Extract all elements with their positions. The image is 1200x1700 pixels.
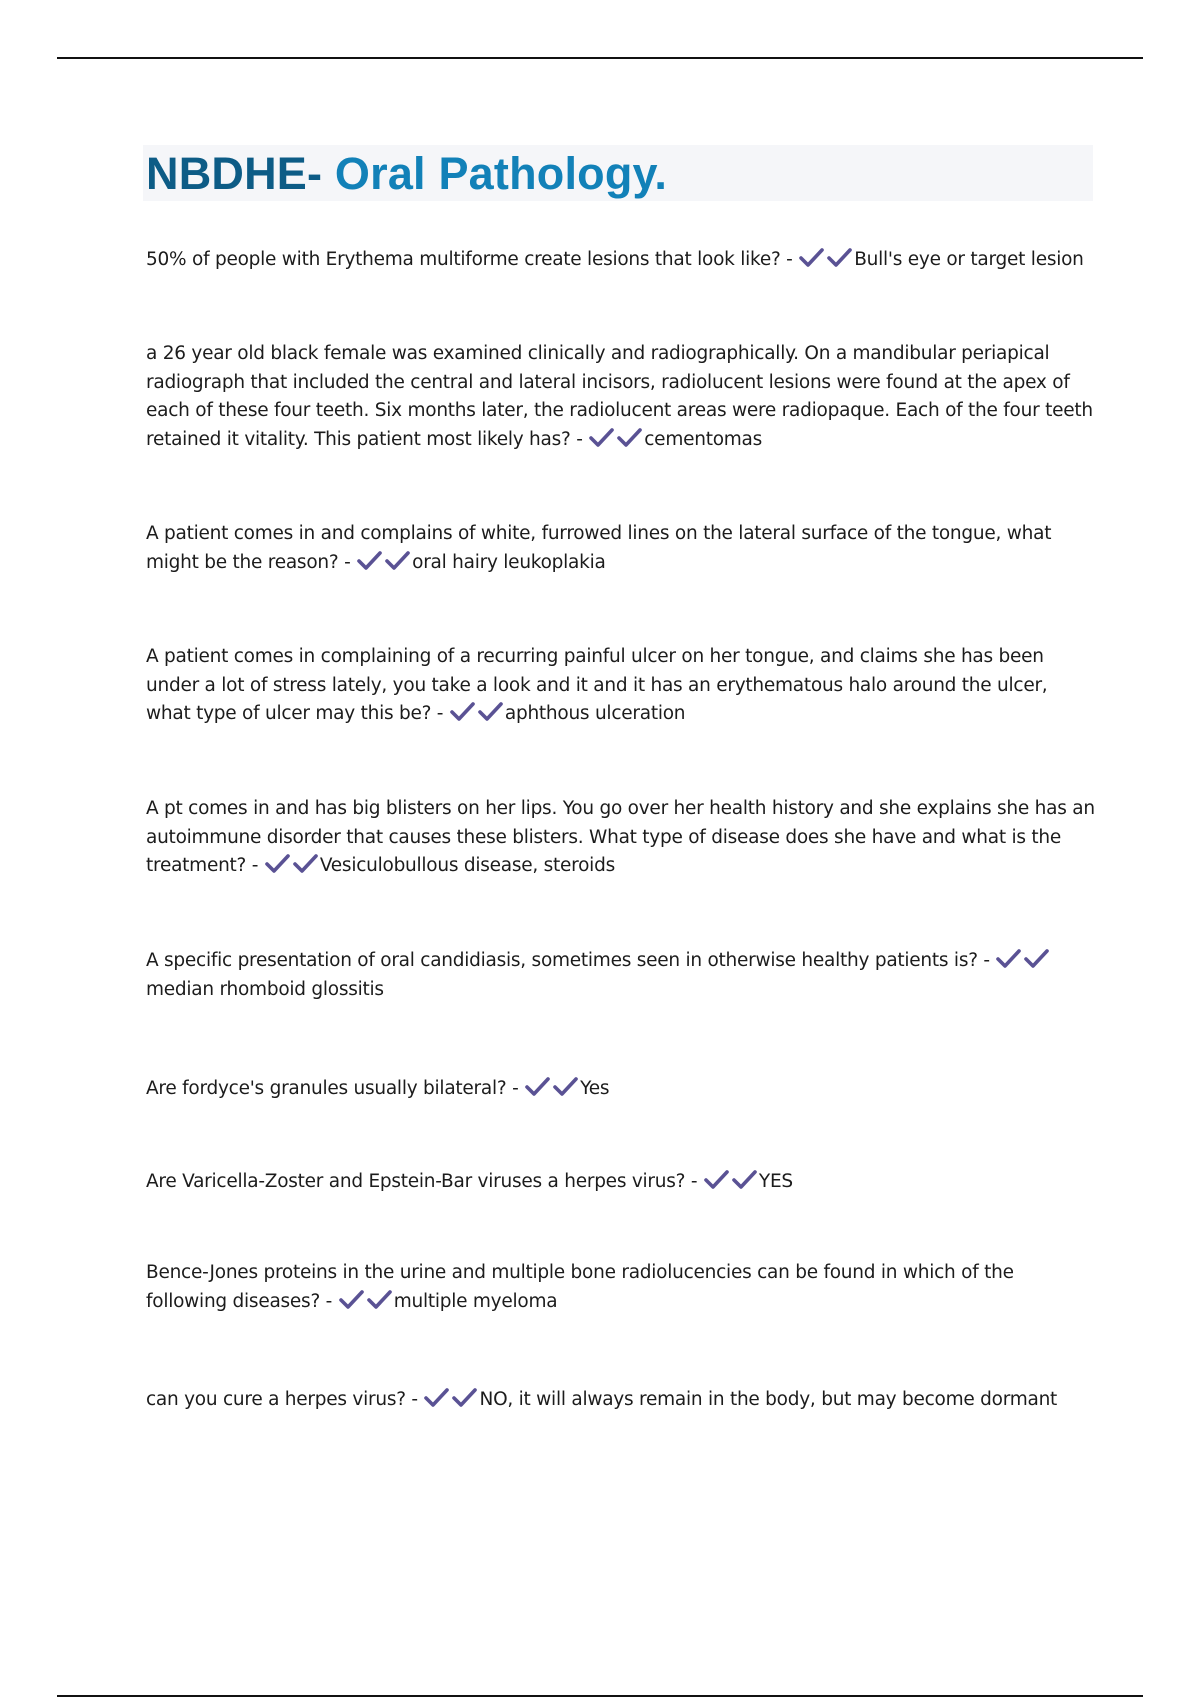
check-icon <box>704 1169 730 1191</box>
qa-question: can you cure a herpes virus? <box>146 1389 406 1410</box>
qa-item-7 <box>146 1075 1096 1104</box>
qa-answer: cementomas <box>644 428 763 450</box>
qa-question: Bence-Jones proteins in the urine and multiple bone radiolucencies can be found in which of the following diseases? <box>146 1262 1014 1312</box>
qa-separator: - <box>338 551 357 573</box>
qa-item-6 <box>146 947 1096 1004</box>
qa-separator: - <box>246 855 264 876</box>
qa-separator: - <box>780 249 799 270</box>
qa-question: A patient comes in and complains of white, furrowed lines on the lateral surface of the tongue, what might be the reason? <box>146 523 1052 573</box>
qa-item-5 <box>146 795 1096 881</box>
qa-question: a 26 year old black female was examined clinically and radiographically. On a mandibular periapical radiograph that included the central and lateral incisors, radiolucent lesions were found at the apex of each of these four teeth. Six months later, the radiolucent areas were radiopaque. Each of the four teeth retained it vitality. This patient most likely has? <box>146 343 1093 450</box>
check-icon <box>452 1387 478 1409</box>
check-icon <box>293 853 319 875</box>
qa-answer: NO, it will always remain in the body, but may become dormant <box>479 1389 1058 1410</box>
check-icon <box>367 1289 393 1311</box>
check-icon <box>1024 948 1050 970</box>
check-icon <box>732 1169 758 1191</box>
qa-question: A specific presentation of oral candidiasis, sometimes seen in otherwise healthy patients is? <box>146 950 978 971</box>
qa-answer: Yes <box>580 1078 610 1099</box>
qa-question: A pt comes in and has big blisters on her lips. You go over her health history and she explains she has an autoimmune disorder that causes these blisters. What type of disease does she have and what is the treatment? <box>146 798 1095 876</box>
check-icon <box>827 247 853 269</box>
check-icon <box>589 427 615 449</box>
qa-question: 50% of people with Erythema multiforme create lesions that look like? <box>146 249 781 270</box>
title-prefix: NBDHE- <box>146 148 323 199</box>
qa-answer: aphthous ulceration <box>504 703 686 724</box>
qa-answer: oral hairy leukoplakia <box>412 551 606 573</box>
bottom-rule <box>57 1695 1143 1697</box>
qa-separator: - <box>506 1078 525 1099</box>
qa-separator: - <box>977 950 996 971</box>
qa-question: Are fordyce's granules usually bilateral? <box>146 1078 507 1099</box>
qa-item-4 <box>146 643 1096 729</box>
qa-item-9 <box>146 1259 1096 1316</box>
qa-item-10 <box>146 1386 1096 1415</box>
qa-separator: - <box>431 703 449 724</box>
qa-question: A patient comes in complaining of a recurring painful ulcer on her tongue, and claims she has been under a lot of stress lately, you take a look and it and it has an erythematous halo around the ulcer, what type of ulcer may this be? <box>146 646 1048 724</box>
qa-separator: - <box>405 1389 424 1410</box>
qa-answer: multiple myeloma <box>393 1290 558 1312</box>
title-main: Oral Pathology. <box>322 148 668 199</box>
qa-question: Are Varicella-Zoster and Epstein-Bar viruses a herpes virus? <box>146 1171 686 1192</box>
check-icon <box>385 550 411 572</box>
qa-answer: Bull's eye or target lesion <box>854 249 1084 270</box>
check-icon <box>450 701 476 723</box>
qa-separator: - <box>685 1171 703 1192</box>
check-icon <box>265 853 291 875</box>
qa-answer: median rhomboid glossitis <box>146 978 384 1000</box>
check-icon <box>424 1387 450 1409</box>
page-title <box>146 146 667 202</box>
qa-separator: - <box>570 428 589 450</box>
qa-answer: Vesiculobullous disease, steroids <box>319 855 615 876</box>
qa-item-1 <box>146 246 1096 275</box>
check-icon <box>525 1076 551 1098</box>
top-rule <box>57 57 1143 59</box>
check-icon <box>799 247 825 269</box>
qa-item-3 <box>146 520 1096 577</box>
check-icon <box>996 948 1022 970</box>
check-icon <box>339 1289 365 1311</box>
qa-separator: - <box>320 1290 338 1312</box>
check-icon <box>617 427 643 449</box>
check-icon <box>478 701 504 723</box>
check-icon <box>553 1076 579 1098</box>
check-icon <box>357 550 383 572</box>
qa-answer: YES <box>758 1171 793 1192</box>
qa-item-2 <box>146 340 1096 454</box>
qa-item-8 <box>146 1168 1096 1197</box>
